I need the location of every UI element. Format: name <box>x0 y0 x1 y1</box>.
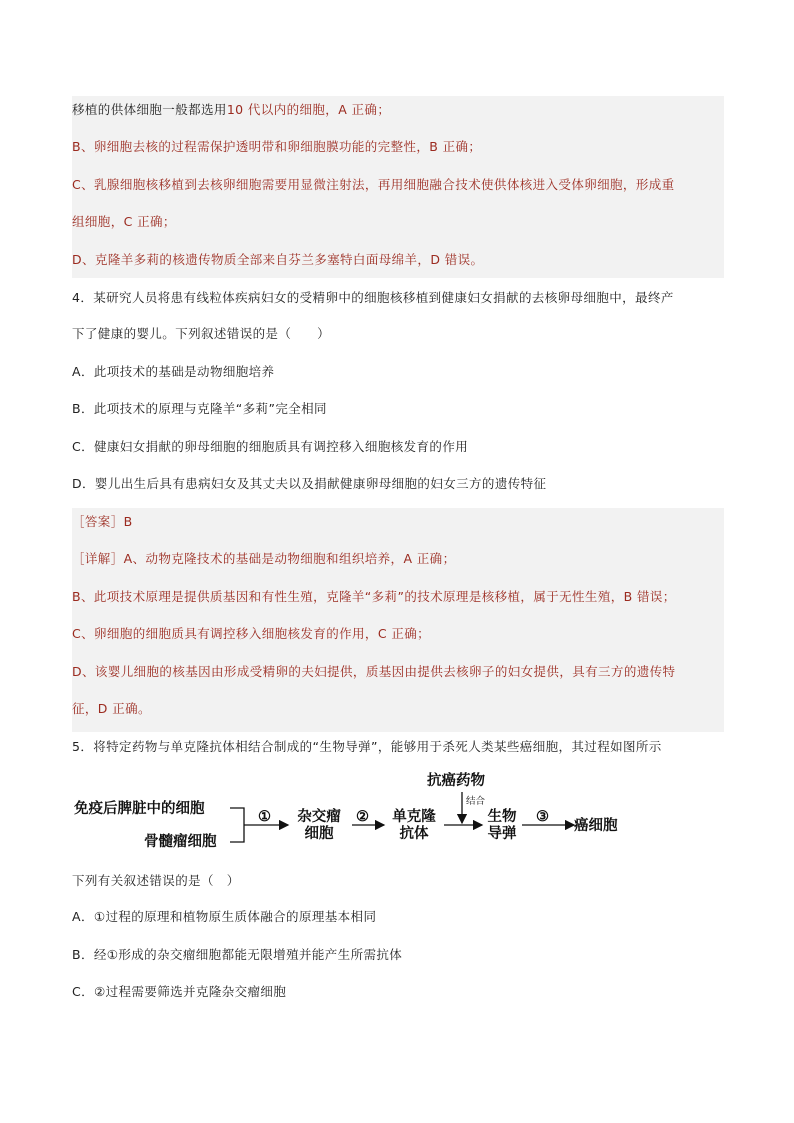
input-bracket <box>230 808 244 842</box>
answer2-detail-b: B、此项技术原理是提供质基因和有性生殖，克隆羊“多莉”的技术原理是核移植，属于无性生殖，B 错误； <box>72 589 676 604</box>
q5-stem-line1: 5．将特定药物与单克隆抗体相结合制成的“生物导弹”，能够用于杀死人类某些癌细胞，其过程如图所示 <box>72 739 662 754</box>
diagram-node-antibody <box>384 808 444 842</box>
q4-option-b: B．此项技术的原理与克隆羊“多莉”完全相同 <box>72 401 327 416</box>
answer2-detail-d1: D、该婴儿细胞的核基因由形成受精卵的夫妇提供，质基因由提供去核卵子的妇女提供，具有三方的遗传特 <box>72 664 676 679</box>
answer2-detail-d2: 征，D 正确。 <box>72 701 151 716</box>
node-hybridoma-l1: 杂交瘤 <box>297 808 341 825</box>
answer2-detail-c: C、卵细胞的细胞质具有调控移入细胞核发育的作用，C 正确； <box>72 626 431 641</box>
diagram-input-top: 免疫后脾脏中的细胞 <box>74 800 205 817</box>
node-antibody-l2: 抗体 <box>399 825 429 842</box>
answer1-line1 <box>72 100 724 120</box>
diagram-step-1: ① <box>258 808 271 825</box>
answer-value: B <box>123 514 133 529</box>
diagram-node-hybridoma <box>290 808 348 842</box>
answer1-line1-prefix: 移植的供体细胞一般都选用 <box>72 102 227 117</box>
diagram-drug: 抗癌药物 <box>427 772 485 789</box>
q5-option-a: A．①过程的原理和植物原生质体融合的原理基本相同 <box>72 909 377 924</box>
diagram-step-2: ② <box>356 808 369 825</box>
answer2-answer-line <box>72 512 724 532</box>
node-bomb-l2: 导弹 <box>487 825 517 842</box>
node-bomb-l1: 生物 <box>487 808 517 825</box>
answer1-line3b: 组细胞，C 正确； <box>72 214 176 229</box>
answer2-detail-a-line <box>72 549 724 569</box>
answer1-line1-highlight: 10 代以内的细胞，A 正确； <box>226 102 391 117</box>
answer1-line4: D、克隆羊多莉的核遗传物质全部来自芬兰多塞特白面母绵羊，D 错误。 <box>72 252 484 267</box>
process-diagram <box>72 770 632 850</box>
q5-option-c: C．②过程需要筛选并克隆杂交瘤细胞 <box>72 984 287 999</box>
q4-option-a: A．此项技术的基础是动物细胞培养 <box>72 364 275 379</box>
diagram-node-bomb <box>482 808 522 842</box>
answer-label: ［答案］ <box>72 514 124 529</box>
q4-option-d: D．婴儿出生后具有患病妇女及其丈夫以及捐献健康卵母细胞的妇女三方的遗传特征 <box>72 476 547 491</box>
answer1-line3a: C、乳腺细胞核移植到去核卵细胞需要用显微注射法，再用细胞融合技术使供体核进入受体卵细胞，形成重 <box>72 177 675 192</box>
diagram-input-bottom: 骨髓瘤细胞 <box>144 833 217 850</box>
answer1-line2: B、卵细胞去核的过程需保护透明带和卵细胞膜功能的完整性，B 正确； <box>72 139 482 154</box>
detail-a: A、动物克隆技术的基础是动物细胞和组织培养，A 正确； <box>123 551 456 566</box>
node-hybridoma-l2: 细胞 <box>304 825 334 842</box>
node-antibody-l1: 单克隆 <box>392 808 436 825</box>
diagram-combine: 结合 <box>466 796 486 807</box>
q4-option-c: C．健康妇女捐献的卵母细胞的细胞质具有调控移入细胞核发育的作用 <box>72 439 469 454</box>
q5-after-figure: 下列有关叙述错误的是（ ） <box>72 873 240 888</box>
diagram-step-3: ③ <box>536 808 549 825</box>
diagram-target: 癌细胞 <box>574 817 618 834</box>
q4-stem-line2: 下了健康的婴儿。下列叙述错误的是（ ） <box>72 326 331 341</box>
detail-label: ［详解］ <box>72 551 124 566</box>
q4-stem-line1: 4．某研究人员将患有线粒体疾病妇女的受精卵中的细胞核移植到健康妇女捐献的去核卵母细胞中，最终产 <box>72 290 674 305</box>
q5-option-b: B．经①形成的杂交瘤细胞都能无限增殖并能产生所需抗体 <box>72 947 403 962</box>
